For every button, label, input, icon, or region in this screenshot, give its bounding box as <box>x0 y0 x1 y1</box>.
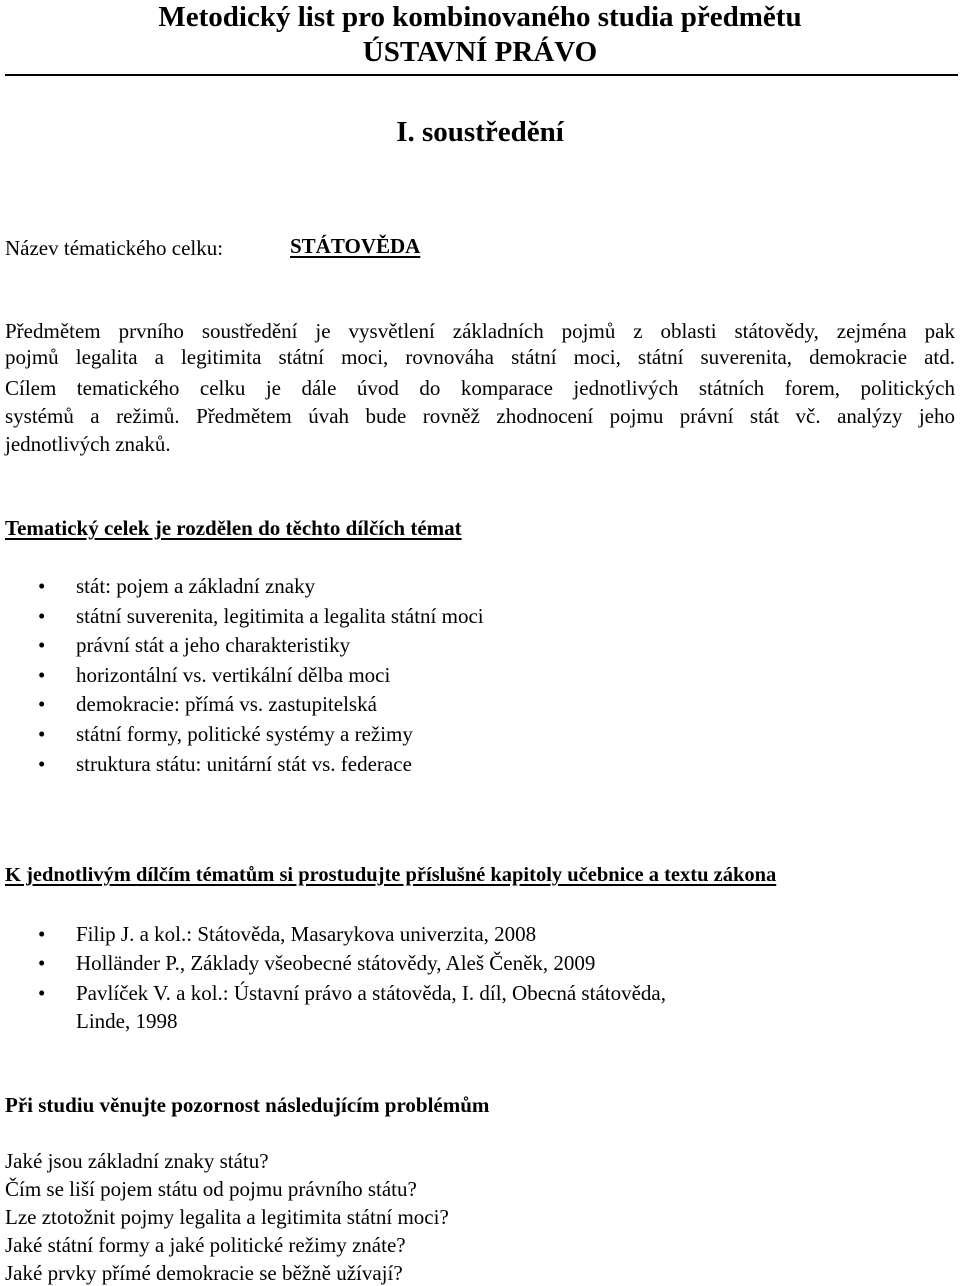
bullet-icon: • <box>38 951 46 975</box>
literature-item: Holländer P., Základy všeobecné státovědy, Aleš Čeněk, 2009 <box>76 951 596 975</box>
topic-item: horizontální vs. vertikální dělba moci <box>76 663 391 687</box>
unit-name: STÁTOVĚDA <box>290 234 421 258</box>
question-item: Čím se liší pojem státu od pojmu právního státu? <box>5 1177 417 1201</box>
unit-label: Název tématického celku: <box>5 236 224 260</box>
topic-item: struktura státu: unitární stát vs. federace <box>76 752 412 776</box>
section-heading: I. soustředění <box>396 116 564 148</box>
intro-line-5: jednotlivých znaků. <box>5 432 171 456</box>
bullet-icon: • <box>38 752 46 776</box>
bullet-icon: • <box>38 604 46 628</box>
question-item: Jaké jsou základní znaky státu? <box>5 1149 269 1173</box>
bullet-icon: • <box>38 722 46 746</box>
topic-item: právní stát a jeho charakteristiky <box>76 633 351 657</box>
intro-line-1: Předmětem prvního soustředění je vysvětlení základních pojmů z oblasti státovědy, zejména pak <box>5 319 955 343</box>
questions-heading: Při studiu věnujte pozornost následujícím problémům <box>5 1093 490 1117</box>
intro-line-3: Cílem tematického celku je dále úvod do komparace jednotlivých státních forem, politických <box>5 376 955 400</box>
topic-item: demokracie: přímá vs. zastupitelská <box>76 692 377 716</box>
topics-heading: Tematický celek je rozdělen do těchto dílčích témat <box>5 516 462 540</box>
bullet-icon: • <box>38 981 46 1005</box>
question-item: Jaké prvky přímé demokracie se běžně užívají? <box>5 1261 403 1285</box>
bullet-icon: • <box>38 663 46 687</box>
bullet-icon: • <box>38 633 46 657</box>
question-item: Lze ztotožnit pojmy legalita a legitimita státní moci? <box>5 1205 449 1229</box>
intro-line-4: systémů a režimů. Předmětem úvah bude rovněž zhodnocení pojmu právní stát vč. analýzy jeho <box>5 404 955 428</box>
bullet-icon: • <box>38 922 46 946</box>
literature-item: Filip J. a kol.: Státověda, Masarykova univerzita, 2008 <box>76 922 537 946</box>
document-title-line2: ÚSTAVNÍ PRÁVO <box>362 36 598 68</box>
literature-heading: K jednotlivým dílčím tématům si prostudujte příslušné kapitoly učebnice a textu zákona <box>5 864 777 886</box>
document-title-line1: Metodický list pro kombinovaného studia předmětu <box>158 1 802 33</box>
question-item: Jaké státní formy a jaké politické režimy znáte? <box>5 1233 406 1257</box>
literature-item: Pavlíček V. a kol.: Ústavní právo a státověda, I. díl, Obecná státověda, <box>76 981 666 1005</box>
bullet-icon: • <box>38 692 46 716</box>
topic-item: státní formy, politické systémy a režimy <box>76 722 413 746</box>
topic-item: stát: pojem a základní znaky <box>76 574 316 598</box>
bullet-icon: • <box>38 574 46 598</box>
header-divider <box>5 74 958 76</box>
topic-item: státní suverenita, legitimita a legalita státní moci <box>76 604 484 628</box>
intro-line-2: pojmů legalita a legitimita státní moci, rovnováha státní moci, státní suverenita, demokracie atd. <box>5 345 955 369</box>
literature-item-continuation: Linde, 1998 <box>76 1009 178 1033</box>
